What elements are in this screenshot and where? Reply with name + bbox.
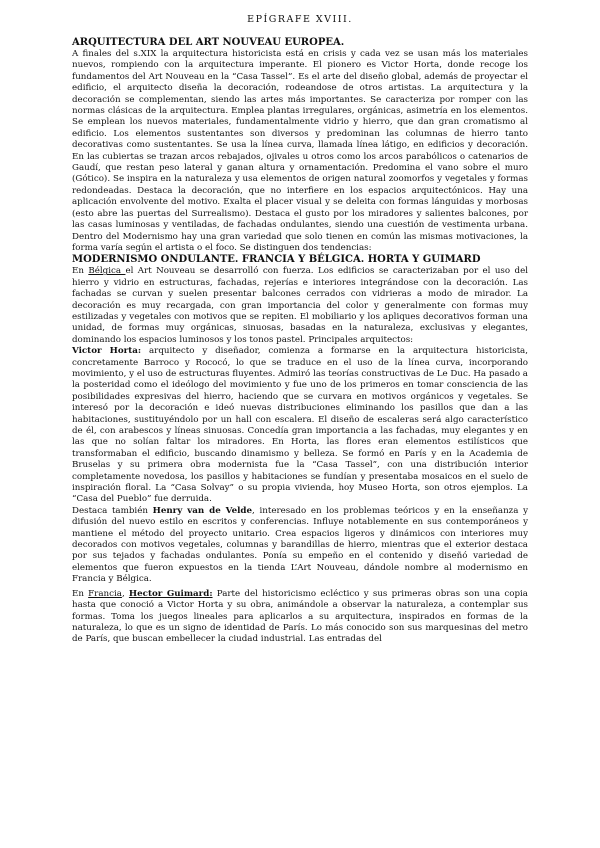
- document-title: ARQUITECTURA DEL ART NOUVEAU EUROPEA.: [72, 37, 345, 48]
- guimard-text: Parte del historicismo ecléctico y sus primeras obras son una copia hasta que conoció a Victor Horta y su obra, animándole a observar la naturaleza, a contemplar sus formas. Toma los juegos lineales para aplicarlos a su arquitectura, inspirados en formas de la naturaleza, lo que es un signo de identidad de París. Lo más conocido son sus marquesinas del metro de París, que buscan embellecer la ciudad industrial. Las entradas del: [72, 588, 528, 645]
- horta-text: arquitecto y diseñador, comienza a formarse en la arquitectura historicista, concretamente Barroco y Rococó, lo que se traduce en el uso de la línea curva, incorporando movimiento, y el uso de estructuras fluyentes. Admiró las teorías constructivas de Le Duc. Ha pasado a la posteridad como el ideólogo del movimiento y fue uno de los primeros en tomar consciencia de las posibilidades expresivas del hierro, haciendo que se curvara en motivos orgánicos y vegetales. Se interesó por la decoración e ideó nuevas distribuciones eliminando los pasillos que dan a las habitaciones, sustituyéndolo por un hall con escalera. El diseño de escaleras será algo característico de él, con arabescos y líneas sinuosas. Concedía gran importancia a las fachadas, muy elegantes y en las que no solían faltar los miradores. En Horta, las flores eran elementos estilísticos que transformaban el edificio, buscando dinamismo y belleza. Se formó en París y en la Academia de Bruselas y su primera obra modernista fue la “Casa Tassel”, con una distribución interior completamente novedosa, los pasillos y habitaciones se fundían y presentaba mosaicos en el suelo de inspiración floral. La “Casa Solvay” o su propia vivienda, hoy Museo Horta, son otros ejemplos. La “Casa del Pueblo” fue derruida.: [72, 346, 528, 505]
- guimard-name: Hector Guimard:: [128, 588, 213, 599]
- belgium-prefix: En: [72, 266, 89, 277]
- guimard-comma: ,: [121, 588, 129, 599]
- horta-name: Victor Horta:: [72, 346, 142, 357]
- velde-text: , interesado en los problemas teóricos y en la enseñanza y difusión del nuevo estilo en escritos y conferencias. Influye notablemente en sus contemporáneos y mantiene el método del proyecto unitario. Crea espacios ligeros y dinámicos con interiores muy decorados con motivos vegetales, columnas y barandillas de hierro, mientras que el exterior destaca por sus tejados y fachadas ondulantes. Ponía su empeño en el contenido y diseñó variedad de elementos que fueron expuestos en la tienda L’Art Nouveau, dándole nombre al modernismo en Francia y Bélgica.: [72, 505, 529, 585]
- guimard-prefix: En: [72, 588, 89, 599]
- velde-prefix: Destaca también: [72, 505, 153, 516]
- intro-paragraph: A finales del s.XIX la arquitectura historicista está en crisis y cada vez se usan más los materiales nuevos, rompiendo con la arquitectura imperante. El pionero es Victor Horta, donde recoge los fundamentos del Art Nouveau en la “Casa Tassel”. Es el arte del diseño global, además de proyectar el edificio, el arquitecto diseña la decoración, rodeandose de otros artistas. La arquitectura y la decoración se complementan, siendo las artes más importantes. Se caracteriza por romper con las normas clásicas de la arquitectura. Emplea plantas irregulares, orgánicas, asimetría en los elementos. Se emplean los nuevos materiales, fundamentalmente vidrio y hierro, que dan gran cromatismo al edificio. Los elementos sustentantes son diversos y predominan las columnas de hierro tanto decorativas como sustentantes. Se usa la línea curva, llamada línea látigo, en edificios y decoración. En las cubiertas se trazan arcos rebajados, ojivales u otros como los arcos parabólicos o catenarios de Gaudí, que restan peso lateral y ganan altura y ornamentación. Predomina el vano sobre el muro (Gótico). Se inspira en la naturaleza y usa elementos de origen natural zoomorfos y vegetales y formas redondeadas. Destaca la decoración, que no interfiere en los espacios arquitectónicos. Hay una aplicación envolvente del motivo. Exalta el placer visual y se deleita con formas lánguidas y morbosas (esto abre las puertas del Surrealismo). Destaca el gusto por los miradores y salientes balcones, por las casas luminosas y ventiladas, de fachadas ondulantes, siendo una cuestión de vestimenta urbana. Dentro del Modernismo hay una gran variedad que solo tienen en común las mismas motivaciones, la forma varía según el artista o el foco. Se distinguen dos tendencias:: [72, 49, 528, 253]
- velde-name: Henry van de Velde: [152, 505, 253, 516]
- belgium-text: el Art Nouveau se desarrolló con fuerza. Los edificios se caracterizaban por el uso del hierro y vidrio en estructuras, fachadas, rejerías e interiores integrándose con la decoración. Las fachadas se curvan y suelen presentar balcones cerrados con vidrieras a modo de mirador. La decoración es muy recargada, con gran importancia del color y generalmente con formas muy estilizadas y vegetales con motivos que se repiten. El mobiliario y los apliques decorativos forman una unidad, de formas muy orgánicas, sinuosas, basadas en la naturaleza, exclusivas y elegantes, dominando los espacios luminosos y los tonos pastel. Principales arquitectos:: [72, 266, 528, 345]
- guimard-country: Francia: [88, 588, 122, 599]
- belgium-country: Bélgica: [88, 266, 126, 277]
- guimard-paragraph: [72, 589, 528, 646]
- section-title: MODERNISMO ONDULANTE. FRANCIA Y BÉLGICA. HORTA Y GUIMARD: [72, 254, 481, 266]
- velde-paragraph: [72, 506, 528, 586]
- epigrafe-header: EPÍGRAFE XVIII.: [247, 14, 353, 25]
- horta-paragraph: [72, 346, 528, 506]
- belgium-paragraph: [72, 266, 528, 346]
